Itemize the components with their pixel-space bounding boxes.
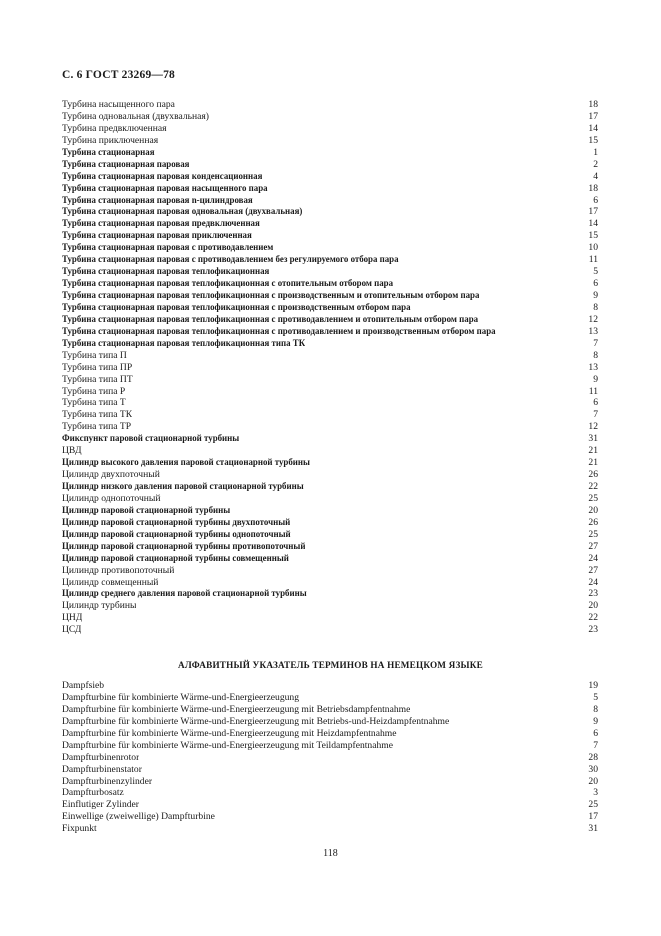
index-entry [62,409,598,421]
index-term: Dampfturbosatz [62,787,124,799]
index-entry [62,326,598,338]
index-term: Турбина типа ТК [62,409,133,421]
index-term: Турбина стационарная [62,146,155,157]
index-term: Цилиндр совмещенный [62,576,159,588]
index-page-ref: 9 [593,373,598,385]
index-term: Dampfturbine für kombinierte Wärme-und-Energieerzeugung mit Betriebsdampfentnahme [62,703,411,715]
index-term: Цилиндр высокого давления паровой стационарной турбины [62,457,310,468]
index-term: Турбина типа Р [62,385,126,397]
index-page-ref: 9 [593,715,598,727]
index-term: Цилиндр паровой стационарной турбины однопоточный [62,528,291,539]
index-page-ref: 24 [588,552,598,564]
index-term: Турбина стационарная паровая теплофикационная [62,266,270,277]
page-number: 118 [323,848,338,859]
index-term: Турбина стационарная паровая приключенная [62,230,252,241]
index-page-ref: 14 [588,122,598,134]
index-page-ref: 25 [588,492,598,504]
index-page-ref: 17 [588,811,598,823]
index-term: Турбина стационарная паровая одновальная (двухвальная) [62,206,303,217]
index-page-ref: 7 [593,409,598,421]
index-page-ref: 8 [593,349,598,361]
index-entry [62,350,598,362]
index-term: Турбина типа Т [62,397,126,409]
index-term: Турбина стационарная паровая с противодавлением [62,242,274,253]
index-page-ref: 7 [593,337,598,349]
index-term: Турбина одновальная (двухвальная) [62,110,210,122]
index-term: Турбина стационарная паровая [62,158,190,169]
index-term: Турбина стационарная паровая теплофикационная с противодавлением и отопительным отбором пара [62,313,479,324]
index-page-ref: 25 [588,528,598,540]
index-entry [62,529,598,541]
index-page-ref: 8 [593,703,598,715]
index-page-ref: 3 [593,787,598,799]
index-entry [62,577,598,589]
index-entry [62,183,598,195]
index-term: Цилиндр однопоточный [62,492,161,504]
index-page-ref: 5 [593,266,598,278]
index-page-ref: 31 [588,433,598,445]
index-term: Цилиндр противопоточный [62,564,175,576]
index-entry [62,362,598,374]
index-entry [62,421,598,433]
index-page-ref: 2 [593,158,598,170]
index-entry [62,290,598,302]
index-entry [62,254,598,266]
index-term: Турбина типа П [62,349,127,361]
index-page-ref: 1 [593,146,598,158]
index-entry [62,823,598,835]
index-term: Dampfturbine für kombinierte Wärme-und-Energieerzeugung mit Heizdampfentnahme [62,727,397,739]
index-entry [62,230,598,242]
index-term: Турбина приключенная [62,134,159,146]
index-entry [62,445,598,457]
index-page-ref: 7 [593,739,598,751]
index-entry [62,111,598,123]
index-page-ref: 26 [588,469,598,481]
index-entry [62,799,598,811]
index-term: Турбина типа ТР [62,421,132,433]
index-entry [62,811,598,823]
index-entry [62,386,598,398]
index-page-ref: 6 [593,397,598,409]
index-page-ref: 21 [588,457,598,469]
index-term: Турбина стационарная паровая конденсационная [62,170,263,181]
index-entry [62,787,598,799]
index-page-ref: 31 [588,823,598,835]
index-term: Цилиндр паровой стационарной турбины [62,504,231,515]
index-entry [62,457,598,469]
index-entry [62,147,598,159]
index-entry [62,624,598,636]
index-term: Турбина стационарная паровая предвключенная [62,218,260,229]
index-page-ref: 9 [593,290,598,301]
index-page-ref: 21 [588,445,598,457]
index-term: ЦВД [62,445,82,457]
index-term: Фикспункт паровой стационарной турбины [62,433,240,444]
index-term: Турбина стационарная паровая теплофикационная с производственным отбором пара [62,301,411,312]
index-term: Турбина стационарная паровая теплофикационная типа ТК [62,337,306,348]
index-page-ref: 18 [588,182,598,194]
index-entry [62,752,598,764]
index-page-ref: 26 [588,516,598,528]
index-term: Турбина предвключенная [62,122,167,134]
index-entry [62,135,598,147]
index-term: Dampfturbine für kombinierte Wärme-und-Energieerzeugung mit Teildampfentnahme [62,739,393,751]
index-page-ref: 22 [588,612,598,624]
index-page-ref: 12 [588,313,598,325]
index-page-ref: 6 [593,194,598,206]
index-page-ref: 15 [588,134,598,146]
index-term: Цилиндр паровой стационарной турбины противопоточный [62,540,306,551]
index-entry [62,218,598,230]
index-term: Цилиндр низкого давления паровой стационарной турбины [62,481,304,491]
index-term: Турбина стационарная паровая с противодавлением без регулируемого отбора пара [62,254,399,265]
index-entry [62,553,598,565]
index-page-ref: 22 [588,481,598,492]
index-entry [62,588,598,600]
index-term: Турбина стационарная паровая n-цилиндровая [62,194,253,205]
index-entry [62,728,598,740]
index-term: Dampfturbine für kombinierte Wärme-und-Energieerzeugung mit Betriebs-und-Heizdampfentnahme [62,715,450,727]
index-entry [62,541,598,553]
index-page-ref: 17 [588,110,598,122]
index-term: Турбина насыщенного пара [62,99,175,110]
index-term: Dampfturbinenrotor [62,751,140,763]
index-term: Цилиндр паровой стационарной турбины совмещенный [62,552,289,563]
index-page-ref: 15 [588,230,598,242]
index-page-ref: 11 [588,254,598,266]
index-page-ref: 10 [588,242,598,254]
index-term: Цилиндр среднего давления паровой стационарной турбины [62,588,307,599]
index-page-ref: 20 [588,600,598,612]
index-page-ref: 12 [588,421,598,433]
index-page-ref: 23 [588,624,598,636]
german-terms-index [62,680,598,835]
index-page-ref: 18 [588,99,598,110]
index-page-ref: 17 [588,206,598,218]
index-term: Турбина стационарная паровая насыщенного пара [62,182,268,193]
index-entry [62,242,598,254]
index-term: Цилиндр двухпоточный [62,469,160,481]
index-entry [62,704,598,716]
index-entry [62,195,598,207]
index-entry [62,505,598,517]
index-entry [62,680,598,692]
index-page-ref: 20 [588,775,598,787]
index-entry [62,692,598,704]
index-page-ref: 24 [588,576,598,588]
russian-terms-index [62,99,598,636]
index-entry [62,302,598,314]
index-term: Dampfsieb [62,680,105,691]
index-page-ref: 27 [588,540,598,552]
index-entry [62,171,598,183]
index-page-ref: 8 [593,301,598,313]
index-page-ref: 11 [588,385,598,397]
index-term: Цилиндр паровой стационарной турбины двухпоточный [62,516,291,527]
index-entry [62,740,598,752]
index-term: Турбина типа ПТ [62,373,133,385]
index-term: Турбина типа ПР [62,361,133,373]
index-entry [62,338,598,350]
index-entry [62,278,598,290]
index-entry [62,314,598,326]
index-page-ref: 28 [588,751,598,763]
index-page-ref: 27 [588,564,598,576]
index-term: Турбина стационарная паровая теплофикационная с противодавлением и производственным отбором пара [62,325,496,336]
index-entry [62,433,598,445]
index-entry [62,612,598,624]
index-page-ref: 25 [588,799,598,811]
index-page-ref: 23 [588,588,598,600]
index-entry [62,397,598,409]
index-page-ref: 13 [588,361,598,373]
index-page-ref: 6 [593,278,598,290]
index-entry [62,374,598,386]
index-term: Dampfturbinenstator [62,763,142,775]
index-term: Fixpunkt [62,823,97,835]
index-page-ref: 4 [593,170,598,182]
index-entry [62,481,598,493]
page-header: С. 6 ГОСТ 23269—78 [62,69,175,81]
index-entry [62,266,598,278]
index-term: ЦСД [62,624,82,636]
index-entry [62,206,598,218]
index-page-ref: 6 [593,727,598,739]
index-entry [62,493,598,505]
index-entry [62,517,598,529]
index-page-ref: 13 [588,325,598,337]
index-entry [62,159,598,171]
index-entry [62,600,598,612]
index-term: Einwellige (zweiwellige) Dampfturbine [62,811,215,823]
index-term: ЦНД [62,612,83,624]
index-term: Турбина стационарная паровая теплофикационная с производственным и отопительным отбором пара [62,290,480,300]
index-entry [62,99,598,111]
index-page-ref: 14 [588,218,598,230]
index-entry [62,764,598,776]
index-page-ref: 5 [593,691,598,703]
index-term: Турбина стационарная паровая теплофикационная с отопительным отбором пара [62,278,394,289]
index-term: Цилиндр турбины [62,600,137,612]
index-term: Einflutiger Zylinder [62,799,139,811]
index-term: Dampfturbinenzylinder [62,775,153,787]
index-page-ref: 20 [588,504,598,516]
index-term: Dampfturbine für kombinierte Wärme-und-Energieerzeugung [62,691,300,703]
index-entry [62,565,598,577]
index-page-ref: 30 [588,763,598,775]
index-entry [62,716,598,728]
index-entry [62,776,598,788]
index-entry [62,123,598,135]
german-index-heading: АЛФАВИТНЫЙ УКАЗАТЕЛЬ ТЕРМИНОВ НА НЕМЕЦКОМ ЯЗЫКЕ [178,660,483,670]
index-entry [62,469,598,481]
index-page-ref: 19 [588,680,598,691]
